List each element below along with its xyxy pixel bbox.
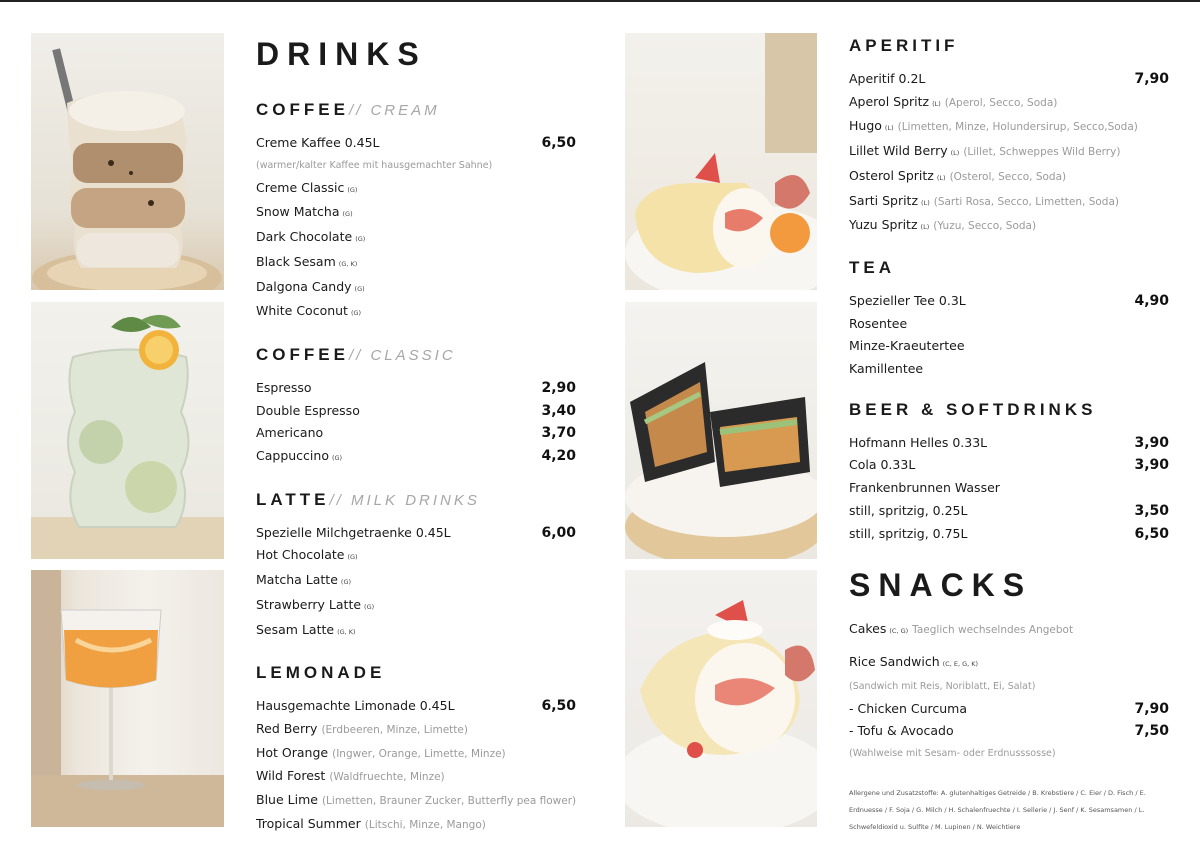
menu-item-text (256, 276, 365, 301)
menu-item (849, 140, 1169, 165)
menu-item-description: (Waldfruechte, Minze) (329, 771, 445, 784)
menu-item-text (256, 544, 358, 569)
menu-item-text (849, 720, 954, 743)
menu-item-name: Creme Classic (256, 179, 345, 195)
menu-item-name: Aperol Spritz (849, 93, 930, 109)
drinks-column-2 (849, 36, 1169, 836)
menu-item-description: (Aperol, Secco, Soda) (944, 96, 1058, 109)
menu-item (256, 544, 576, 569)
menu-item (256, 251, 576, 276)
menu-item-name: still, spritzig, 0.25L (849, 502, 968, 518)
menu-item-description: (Lillet, Schweppes Wild Berry) (963, 146, 1121, 159)
menu-item-name: Aperitif 0.2L (849, 71, 926, 86)
menu-item-text (256, 813, 486, 837)
menu-item-text (256, 569, 351, 594)
menu-item-name: Tropical Summer (256, 815, 361, 831)
menu-item (849, 432, 1169, 455)
menu-item-name: Americano (256, 425, 324, 441)
photo-lemonade (31, 302, 224, 559)
menu-item (849, 618, 1169, 643)
menu-item (256, 377, 576, 400)
menu-item-price: 3,50 (1134, 502, 1169, 519)
item-list (849, 68, 1169, 239)
menu-item (256, 765, 576, 789)
menu-item-description: Taeglich wechselndes Angebot (912, 624, 1074, 637)
menu-item-text (256, 789, 576, 813)
menu-item-name: Red Berry (256, 720, 318, 736)
photo-aperitif (31, 570, 224, 827)
allergen-codes: (G) (340, 578, 352, 587)
menu-item (256, 718, 576, 742)
menu-item-name: Dalgona Candy (256, 278, 352, 294)
menu-item (256, 226, 576, 251)
photo-roll-cake (625, 33, 817, 290)
allergen-codes: (G) (331, 454, 343, 463)
menu-item-name: Minze-Kraeutertee (849, 338, 965, 354)
menu-item-name: Hugo (849, 118, 882, 134)
section-title-main: LATTE (256, 489, 330, 509)
item-list (256, 132, 576, 325)
section-title (256, 663, 576, 683)
item-note: (warmer/kalter Kaffee mit hausgemachter Sahne) (256, 159, 493, 171)
menu-item-name: Sesam Latte (256, 621, 335, 637)
menu-item (256, 445, 576, 470)
section-coffee-cream (256, 100, 576, 325)
menu-item-name: Yuzu Spritz (849, 217, 918, 233)
item-note: (Wahlweise mit Sesam- oder Erdnusssosse) (849, 748, 1056, 760)
section-title-main: COFFEE (256, 100, 349, 119)
allergen-codes: (G, K) (338, 259, 358, 268)
item-list (849, 432, 1169, 546)
menu-item-name: Double Espresso (256, 402, 360, 418)
menu-item-price: 7,50 (1134, 723, 1169, 740)
menu-item-name: Cola 0.33L (849, 457, 916, 473)
menu-item (849, 313, 1169, 336)
menu-item (256, 400, 576, 423)
menu-item (849, 698, 1169, 721)
menu-item (256, 594, 576, 619)
menu-item-price: 3,90 (1134, 434, 1169, 451)
menu-item-text (256, 177, 357, 202)
menu-item-text (849, 140, 1120, 165)
menu-item-text (849, 190, 1119, 215)
menu-item-text (849, 454, 915, 477)
menu-item-name: Spezieller Tee 0.3L (849, 292, 966, 308)
menu-item-name: Spezielle Milchgetraenke 0.45L (256, 524, 451, 540)
menu-item-price: 2,90 (541, 379, 576, 396)
menu-item-text (849, 477, 1000, 500)
menu-item (849, 115, 1169, 140)
menu-item-description: (Ingwer, Orange, Limette, Minze) (332, 747, 506, 760)
menu-item-name: Espresso (256, 379, 312, 395)
menu-item-description: (Yuzu, Secco, Soda) (933, 220, 1037, 233)
menu-item-description: (Sarti Rosa, Secco, Limetten, Soda) (933, 195, 1119, 208)
menu-item-text (256, 400, 360, 423)
menu-item-description: (Litschi, Minze, Mango) (364, 818, 486, 831)
item-list (849, 290, 1169, 381)
section-beer-softdrinks (849, 400, 1169, 546)
menu-item (256, 300, 576, 325)
photo-roll-cake-2 (625, 570, 817, 827)
menu-item-price: 3,70 (541, 425, 576, 442)
menu-item (256, 789, 576, 813)
section-title (256, 100, 576, 120)
menu-item-text (256, 594, 374, 619)
menu-item-text (849, 618, 1073, 643)
allergen-codes: (L) (932, 99, 941, 108)
menu-item-price: 6,50 (541, 698, 576, 715)
top-rule (0, 0, 1200, 2)
item-list (849, 618, 1169, 765)
menu-item-text (849, 165, 1066, 190)
menu-item-price: 6,50 (541, 135, 576, 151)
menu-item (849, 214, 1169, 239)
menu-item (849, 523, 1169, 546)
allergen-codes: (C, G) (889, 627, 909, 636)
allergen-codes: (G) (355, 235, 366, 244)
menu-item-name: Strawberry Latte (256, 596, 362, 612)
menu-item-text (256, 377, 312, 400)
menu-item-name: Hot Chocolate (256, 547, 345, 563)
menu-item-description: (Osterol, Secco, Soda) (949, 170, 1067, 183)
spacer (849, 643, 1169, 651)
menu-item (256, 742, 576, 766)
menu-item-name: Black Sesam (256, 253, 336, 269)
allergen-codes: (G) (350, 309, 362, 318)
section-coffee-classic (256, 345, 576, 470)
menu-item-name: still, spritzig, 0.75L (849, 525, 968, 541)
section-latte (256, 490, 576, 644)
menu-item-text (256, 201, 353, 226)
menu-item-price: 7,90 (1134, 700, 1169, 717)
menu-item (256, 695, 576, 718)
allergen-codes: (L) (950, 149, 960, 158)
item-note: (Sandwich mit Reis, Noriblatt, Ei, Salat) (849, 680, 1036, 692)
menu-item (849, 335, 1169, 358)
menu-item (849, 500, 1169, 523)
menu-item-name: White Coconut (256, 303, 348, 319)
page-title: DRINKS (256, 36, 427, 72)
menu-item-name: Frankenbrunnen Wasser (849, 480, 1000, 496)
menu-item (256, 813, 576, 837)
menu-item-text (256, 522, 451, 545)
menu-item-text (256, 742, 506, 766)
menu-item (849, 91, 1169, 116)
menu-item (849, 454, 1169, 477)
menu-item-name: Matcha Latte (256, 572, 338, 588)
section-title: TEA (849, 257, 895, 277)
section-subtitle: // MILK DRINKS (329, 491, 480, 509)
allergen-codes: (G) (342, 210, 353, 219)
allergen-codes: (C, E, G, K) (942, 659, 979, 668)
item-list (256, 522, 576, 644)
menu-item (256, 522, 576, 545)
menu-item-name: Hausgemachte Limonade 0.45L (256, 698, 455, 714)
menu-item-text (849, 651, 978, 676)
menu-item (849, 190, 1169, 215)
section-lemonade (256, 663, 576, 836)
allergen-codes: (L) (921, 198, 930, 207)
menu-item-text (849, 698, 967, 721)
menu-item-description: (Limetten, Minze, Holundersirup, Secco,Soda) (897, 121, 1138, 134)
menu-item-price: 3,40 (541, 402, 576, 419)
menu-item (256, 619, 576, 644)
section-title (256, 490, 576, 510)
menu-item-name: - Tofu & Avocado (849, 723, 954, 739)
menu-item (849, 68, 1169, 91)
menu-item-name: Rosentee (849, 315, 908, 331)
menu-item (256, 132, 576, 155)
item-list (256, 377, 576, 470)
allergen-codes: (L) (936, 173, 946, 182)
menu-item (849, 165, 1169, 190)
menu-item-text (849, 500, 967, 523)
menu-item-text (849, 290, 966, 313)
menu-item-name: Kamillentee (849, 361, 924, 377)
menu-item-text (849, 214, 1036, 239)
allergen-footnote: Allergene und Zusatzstoffe: A. glutenhaltiges Getreide / B. Krebstiere / C. Eier / D. Fisch / E. Erdnuesse / F. Soja / G. Milch / H. Schalenfruechte / I. Sellerie / J. Senf / K. Sesamsamen / L. Schwefeldioxid u. Sulfite / M. Lupinen / N. Weichtiere (849, 789, 1146, 832)
menu-item-text (256, 132, 380, 155)
menu-item-text (849, 313, 907, 336)
menu-item-text (849, 523, 967, 546)
menu-item-name: Hot Orange (256, 744, 329, 760)
section-title (256, 345, 576, 365)
menu-item-name: Hofmann Helles 0.33L (849, 434, 988, 450)
menu-item-name: Osterol Spritz (849, 167, 934, 183)
menu-item-text (256, 300, 361, 325)
menu-item (849, 358, 1169, 381)
menu-item-name: Rice Sandwich (849, 653, 940, 669)
menu-item (256, 569, 576, 594)
menu-item (849, 651, 1169, 676)
menu-item-text (256, 251, 357, 276)
menu-item-text (256, 765, 445, 789)
menu-item-name: Cappuccino (256, 448, 329, 464)
menu-item (849, 477, 1169, 500)
menu-item-price: 4,20 (541, 448, 576, 465)
menu-item-text (849, 115, 1138, 140)
menu-item-price: 7,90 (1134, 71, 1169, 87)
menu-item (256, 422, 576, 445)
menu-item-text (849, 68, 925, 91)
section-title-main: LEMONADE (256, 663, 386, 683)
drinks-column-1 (256, 36, 576, 836)
menu-item-name: Cakes (849, 621, 887, 637)
menu-item (849, 290, 1169, 313)
allergen-codes: (G) (347, 185, 358, 194)
menu-item-price: 4,90 (1134, 292, 1169, 309)
menu-item-text (256, 695, 455, 718)
section-title-main: COFFEE (256, 344, 349, 364)
menu-item-name: - Chicken Curcuma (849, 700, 968, 716)
menu-item-name: Dark Chocolate (256, 229, 353, 245)
section-title: BEER & SOFTDRINKS (849, 399, 1097, 419)
section-title: SNACKS (849, 567, 1033, 604)
menu-item (256, 201, 576, 226)
menu-item-price: 6,50 (1134, 525, 1169, 542)
menu-item-price: 6,00 (541, 524, 576, 541)
menu-item-name: Snow Matcha (256, 204, 340, 220)
menu-item-text (849, 358, 923, 381)
section-snacks (849, 567, 1169, 765)
item-list (256, 695, 576, 836)
menu-item-description: (Erdbeeren, Minze, Limette) (321, 723, 468, 736)
menu-item-text (256, 445, 342, 470)
menu-item (256, 276, 576, 301)
menu-item-text (256, 422, 323, 445)
section-subtitle: // CREAM (348, 102, 440, 119)
allergen-codes: (L) (884, 124, 894, 133)
photo-iced-coffee (31, 33, 224, 290)
menu-item-name: Creme Kaffee 0.45L (256, 135, 380, 150)
photo-rice-sandwich (625, 302, 817, 559)
menu-item-description: (Limetten, Brauner Zucker, Butterfly pea flower) (321, 795, 577, 808)
allergen-codes: (L) (920, 223, 930, 232)
menu-item-name: Sarti Spritz (849, 192, 919, 208)
allergen-codes: (G) (354, 284, 365, 293)
section-subtitle: // CLASSIC (348, 346, 456, 364)
allergen-codes: (G) (347, 553, 358, 562)
menu-item-text (849, 91, 1057, 116)
menu-item-name: Blue Lime (256, 792, 318, 808)
menu-item-text (256, 619, 356, 644)
section-title: APERITIF (849, 36, 959, 55)
section-aperitif (849, 36, 1169, 239)
menu-item-price: 3,90 (1134, 457, 1169, 474)
menu-item (256, 177, 576, 202)
menu-item-text (256, 718, 468, 742)
allergen-codes: (G) (364, 602, 375, 611)
allergen-codes: (G, K) (337, 627, 356, 636)
menu-item-text (849, 432, 987, 455)
section-tea (849, 258, 1169, 381)
menu-item-name: Wild Forest (256, 768, 326, 784)
menu-item-text (849, 335, 965, 358)
menu-item-text (256, 226, 365, 251)
menu-item (849, 720, 1169, 743)
menu-item-name: Lillet Wild Berry (849, 143, 948, 159)
